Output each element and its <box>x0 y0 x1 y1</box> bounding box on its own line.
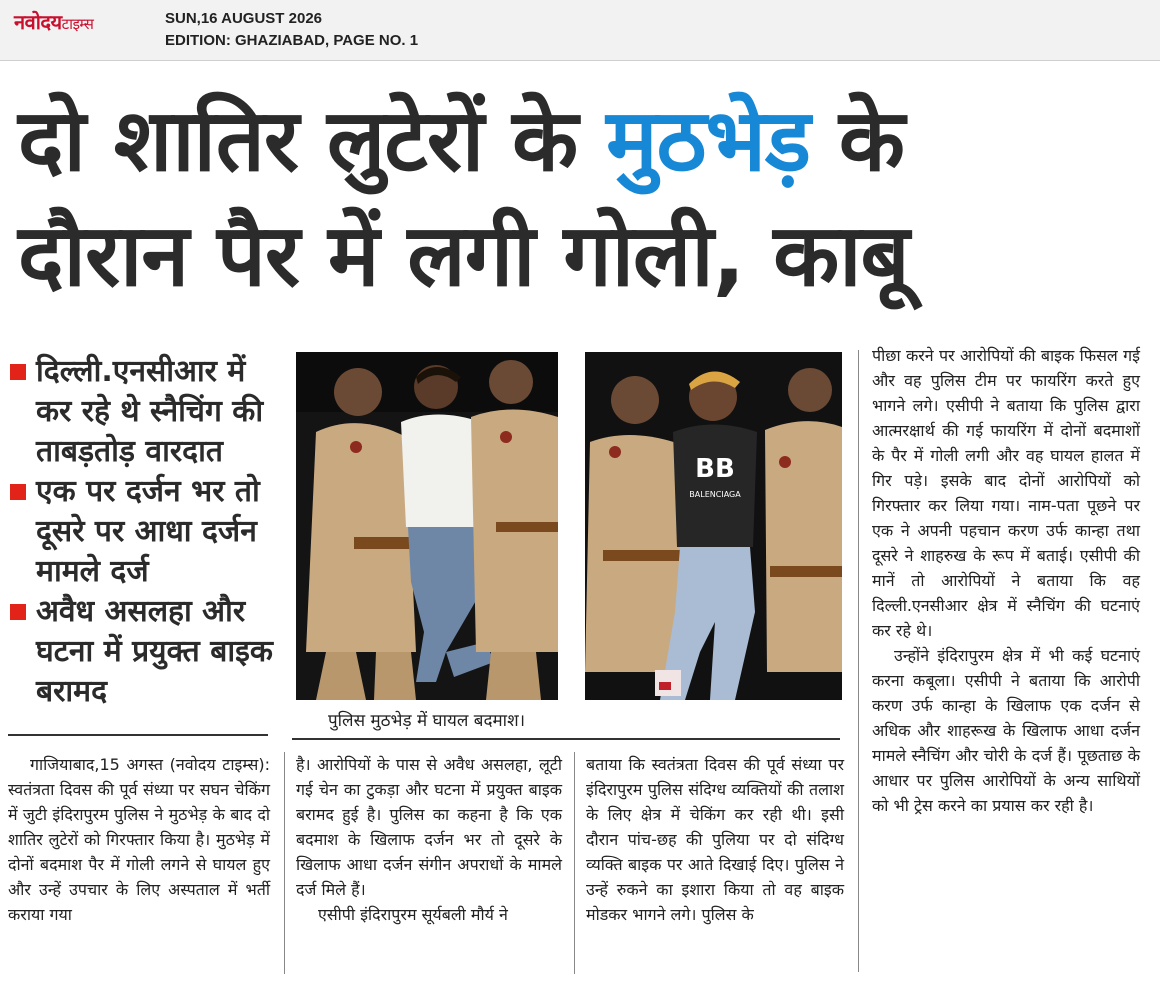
logo-main: नवोदय <box>14 10 62 34</box>
photo-caption: पुलिस मुठभेड़ में घायल बदमाश। <box>328 711 526 731</box>
headline-line-1 <box>18 84 1148 199</box>
column-divider <box>858 350 859 972</box>
article-paragraph: पीछा करने पर आरोपियों की बाइक फिसल गई और वह पुलिस टीम पर फायरिंग करते हुए भागने लगे। एसीपी ने बताया कि पुलिस द्वारा आत्मरक्षार्थ की गई फायरिंग में दोनों बदमाशों के पैर में गोली लगी और वह घायल हालत में गिर पड़े। इसके बाद दोनों आरोपियों को गिरफ्तार कर लिया गया। नाम-पता पूछने पर एक ने अपनी पहचान करण उर्फ कान्हा तथा दूसरे ने शाहरुख के रूप में बताई। एसीपी की मानें तो आरोपियों ने बताया कि वह दिल्ली.एनसीआर क्षेत्र में स्नैचिंग की घटनाएं कर रहे थे। <box>872 346 1140 640</box>
column-divider <box>574 752 575 974</box>
svg-text:BB: BB <box>695 454 735 484</box>
headline-highlight: मुठभेड़ <box>606 91 810 191</box>
highlight-text: अवैध असलहा और घटना में प्रयुक्त बाइक बरामद <box>36 594 273 709</box>
highlight-item <box>6 592 286 712</box>
headline-text: के <box>809 91 904 191</box>
edition-line: EDITION: GHAZIABAD, PAGE NO. 1 <box>165 32 419 49</box>
bullet-square-icon <box>10 484 26 500</box>
article-column-4 <box>872 343 1140 818</box>
highlight-item <box>6 472 286 592</box>
divider <box>292 738 840 740</box>
headline-line-2: दौरान पैर में लगी गोली, काबू <box>18 206 909 306</box>
article-paragraph: बताया कि स्वतंत्रता दिवस की पूर्व संध्या पर इंदिरापुरम पुलिस संदिग्ध व्यक्तियों की तलाश के लिए क्षेत्र में चेकिंग कर रही थी। इसी दौरान पांच-छह की पुलिया पर दो संदिग्ध व्यक्ति बाइक पर आते दिखाई दिए। पुलिस ने उन्हें रुकने का इशारा किया तो वह बाइक मोडकर भागने लगे। पुलिस के <box>586 755 844 924</box>
photo-right[interactable] <box>585 352 842 700</box>
divider <box>8 734 268 736</box>
highlight-text: एक पर दर्जन भर तो दूसरे पर आधा दर्जन मामले दर्ज <box>36 474 260 589</box>
photo-left[interactable] <box>296 352 558 700</box>
article-paragraph: गाजियाबाद,15 अगस्त (नवोदय टाइम्स): स्वतंत्रता दिवस की पूर्व संध्या पर सघन चेकिंग में जुटी इंदिरापुरम पुलिस ने मुठभेड़ के बाद दो शातिर लुटेरों को गिरफ्तार किया है। मुठभेड़ में दोनों बदमाश पैर में गोली लगने से घायल हुए और उन्हें उपचार के लिए अस्पताल में भर्ती कराया गया <box>8 755 270 924</box>
shirt-print: BALENCIAGA <box>689 490 741 499</box>
article-paragraph: उन्होंने इंदिरापुरम क्षेत्र में भी कई घटनाएं करना कबूला। एसीपी ने बताया कि आरोपी करण उर्फ कान्हा के खिलाफ एक दर्जन से अधिक और शाहरूख के खिलाफ आधा दर्जन मामले स्नैचिंग और चोरी के दर्ज हैं। पूछताछ के आधार पर पुलिस आरोपियों के अन्य साथियों को भी ट्रेस करने का प्रयास कर रही है। <box>872 646 1140 815</box>
newspaper-logo[interactable] <box>14 8 93 35</box>
headline-text: दो शातिर लुटेरों के <box>18 91 607 191</box>
logo-sub: टाइम्स <box>61 15 94 33</box>
edition-info <box>165 8 418 52</box>
highlights-box <box>6 352 286 712</box>
bullet-square-icon <box>10 604 26 620</box>
column-divider <box>284 752 285 974</box>
date-line: SUN,16 AUGUST 2026 <box>165 10 323 27</box>
headline <box>18 84 1148 314</box>
article-paragraph: है। आरोपियों के पास से अवैध असलहा, लूटी गई चेन का टुकड़ा और घटना में प्रयुक्त बाइक बरामद हुई है। पुलिस का कहना है कि एक बदमाश के खिलाफ दर्जन भर तो दूसरे के खिलाफ आधा दर्जन संगीन अपराधों के मामले दर्ज मिले हैं। <box>296 755 562 899</box>
article-paragraph: एसीपी इंदिरापुरम सूर्यबली मौर्य ने <box>318 905 508 924</box>
article-column-1 <box>8 752 270 927</box>
bullet-square-icon <box>10 364 26 380</box>
highlight-item <box>6 352 286 472</box>
article-column-2 <box>296 752 562 927</box>
highlight-text: दिल्ली.एनसीआर में कर रहे थे स्नैचिंग की ताबड़तोड़ वारदात <box>36 354 264 469</box>
article-column-3 <box>586 752 844 927</box>
masthead-bar <box>0 0 1160 61</box>
